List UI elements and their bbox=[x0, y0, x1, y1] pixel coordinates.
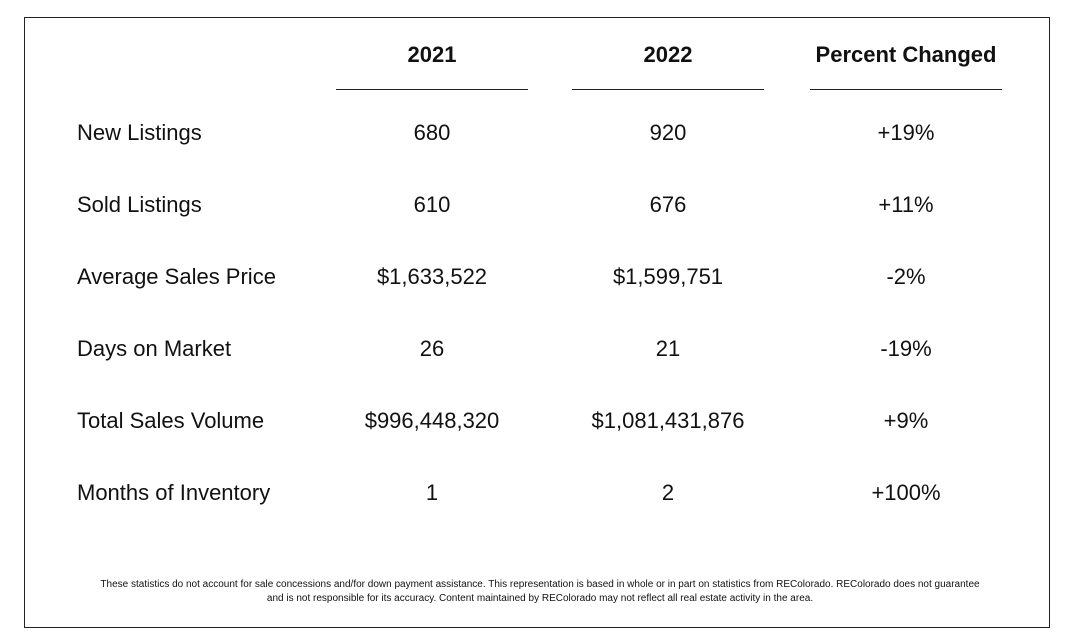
value-percent-changed: +19% bbox=[877, 120, 935, 145]
disclaimer-footnote bbox=[60, 578, 1020, 606]
table-row bbox=[0, 476, 1080, 510]
table-row bbox=[0, 332, 1080, 366]
value-percent-changed: -2% bbox=[886, 264, 926, 289]
column-header-2021: 2021 bbox=[407, 42, 457, 67]
value-2021: 1 bbox=[425, 480, 439, 505]
row-label: Total Sales Volume bbox=[77, 408, 265, 433]
value-2022: 21 bbox=[655, 336, 681, 361]
header-underline-2022 bbox=[572, 89, 764, 90]
value-percent-changed: +9% bbox=[883, 408, 929, 433]
value-2022: 920 bbox=[649, 120, 687, 145]
column-header-2022: 2022 bbox=[643, 42, 693, 67]
value-percent-changed: +100% bbox=[871, 480, 941, 505]
value-percent-changed: +11% bbox=[878, 192, 934, 217]
table-frame bbox=[24, 17, 1050, 628]
value-2021: 680 bbox=[413, 120, 451, 145]
header-underline-percent-changed bbox=[810, 89, 1002, 90]
value-2021: $996,448,320 bbox=[364, 408, 500, 433]
row-label: Days on Market bbox=[77, 336, 232, 361]
row-label: Sold Listings bbox=[77, 192, 202, 217]
value-2022: $1,081,431,876 bbox=[591, 408, 745, 433]
row-label: Months of Inventory bbox=[77, 480, 271, 505]
value-2021: $1,633,522 bbox=[376, 264, 488, 289]
table-row bbox=[0, 188, 1080, 222]
value-2022: 2 bbox=[661, 480, 675, 505]
header-underline-2021 bbox=[336, 89, 528, 90]
value-2022: $1,599,751 bbox=[612, 264, 724, 289]
value-2022: 676 bbox=[649, 192, 687, 217]
table-row bbox=[0, 260, 1080, 294]
row-label: Average Sales Price bbox=[77, 264, 276, 289]
value-percent-changed: -19% bbox=[880, 336, 932, 361]
disclaimer-line-1: These statistics do not account for sale concessions and/for down payment assistance. This representation is based in whole or in part on statistics from REColorado. REColorado does not guarantee bbox=[100, 579, 980, 590]
disclaimer-line-2: and is not responsible for its accuracy. Content maintained by REColorado may not reflect all real estate activity in the area. bbox=[266, 593, 814, 604]
column-header-percent-changed: Percent Changed bbox=[815, 42, 997, 67]
row-label: New Listings bbox=[77, 120, 202, 145]
table-row bbox=[0, 404, 1080, 438]
value-2021: 26 bbox=[419, 336, 445, 361]
table-row bbox=[0, 116, 1080, 150]
value-2021: 610 bbox=[413, 192, 451, 217]
